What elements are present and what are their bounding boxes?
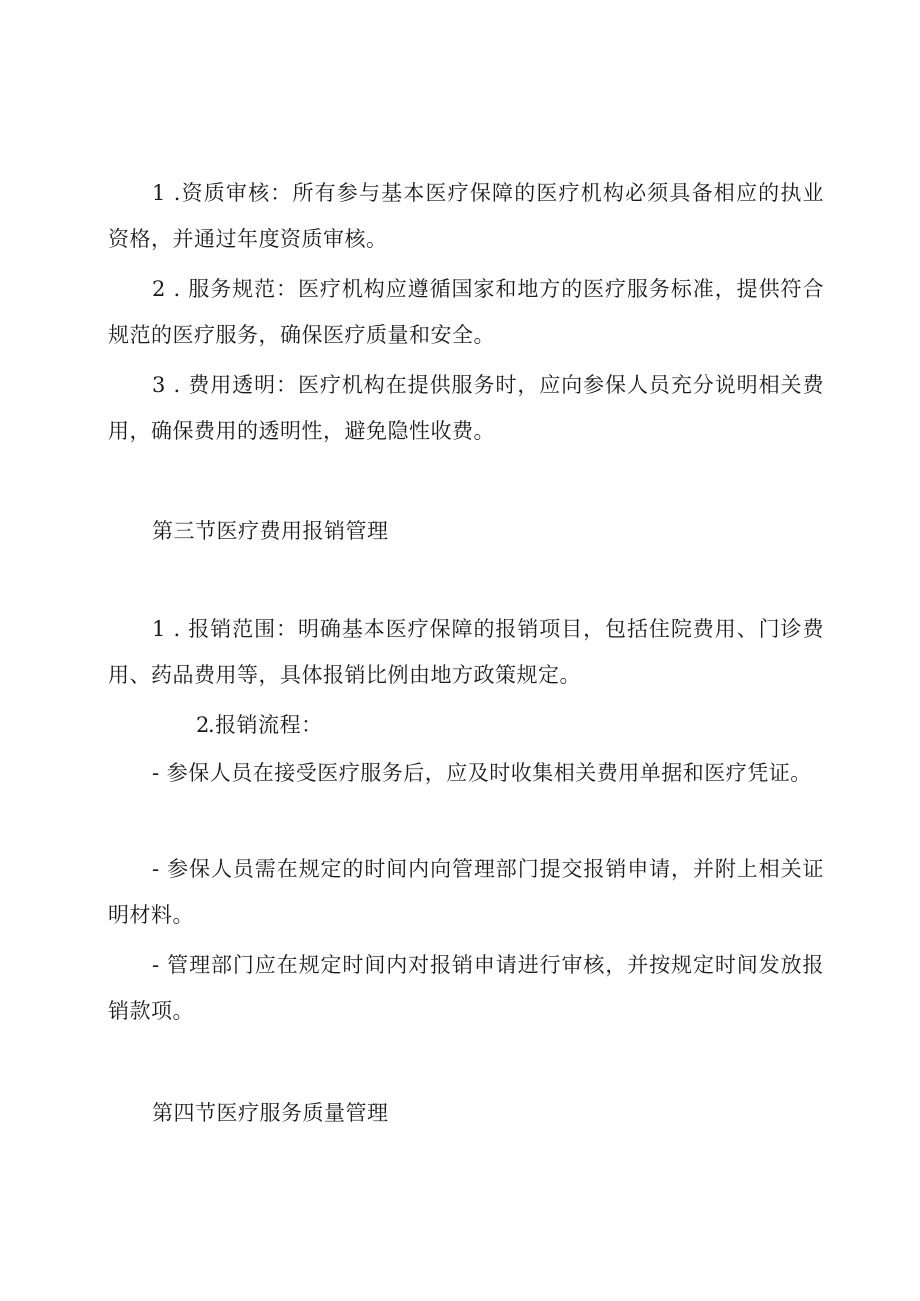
process-item-label: .报销流程： (208, 713, 323, 737)
fee-transparency-paragraph: 3 . 费用透明：医疗机构在提供服务时，应向参保人员充分说明相关费用，确保费用的透明性，避免隐性收费。 (108, 373, 824, 443)
process-item-number: 2 (196, 713, 210, 737)
process-step-review-and-pay: - 管理部门应在规定时间内对报销申请进行审核，并按规定时间发放报销款项。 (108, 953, 824, 1023)
reimbursement-scope-paragraph: 1 . 报销范围：明确基本医疗保障的报销项目，包括住院费用、门诊费用、药品费用等，具体报销比例由地方政策规定。 (108, 617, 824, 687)
service-standard-paragraph: 2 . 服务规范：医疗机构应遵循国家和地方的医疗服务标准，提供符合规范的医疗服务，确保医疗质量和安全。 (108, 277, 824, 347)
qualification-review-paragraph: 1 .资质审核：所有参与基本医疗保障的医疗机构必须具备相应的执业资格，并通过年度资质审核。 (108, 181, 824, 251)
process-step-submit-application: - 参保人员需在规定的时间内向管理部门提交报销申请，并附上相关证明材料。 (108, 857, 824, 927)
reimbursement-process-paragraph (108, 702, 824, 748)
section-3-heading: 第三节医疗费用报销管理 (152, 519, 389, 543)
process-step-collect-receipts: - 参保人员在接受医疗服务后，应及时收集相关费用单据和医疗凭证。 (152, 761, 812, 785)
section-4-heading: 第四节医疗服务质量管理 (152, 1101, 389, 1125)
